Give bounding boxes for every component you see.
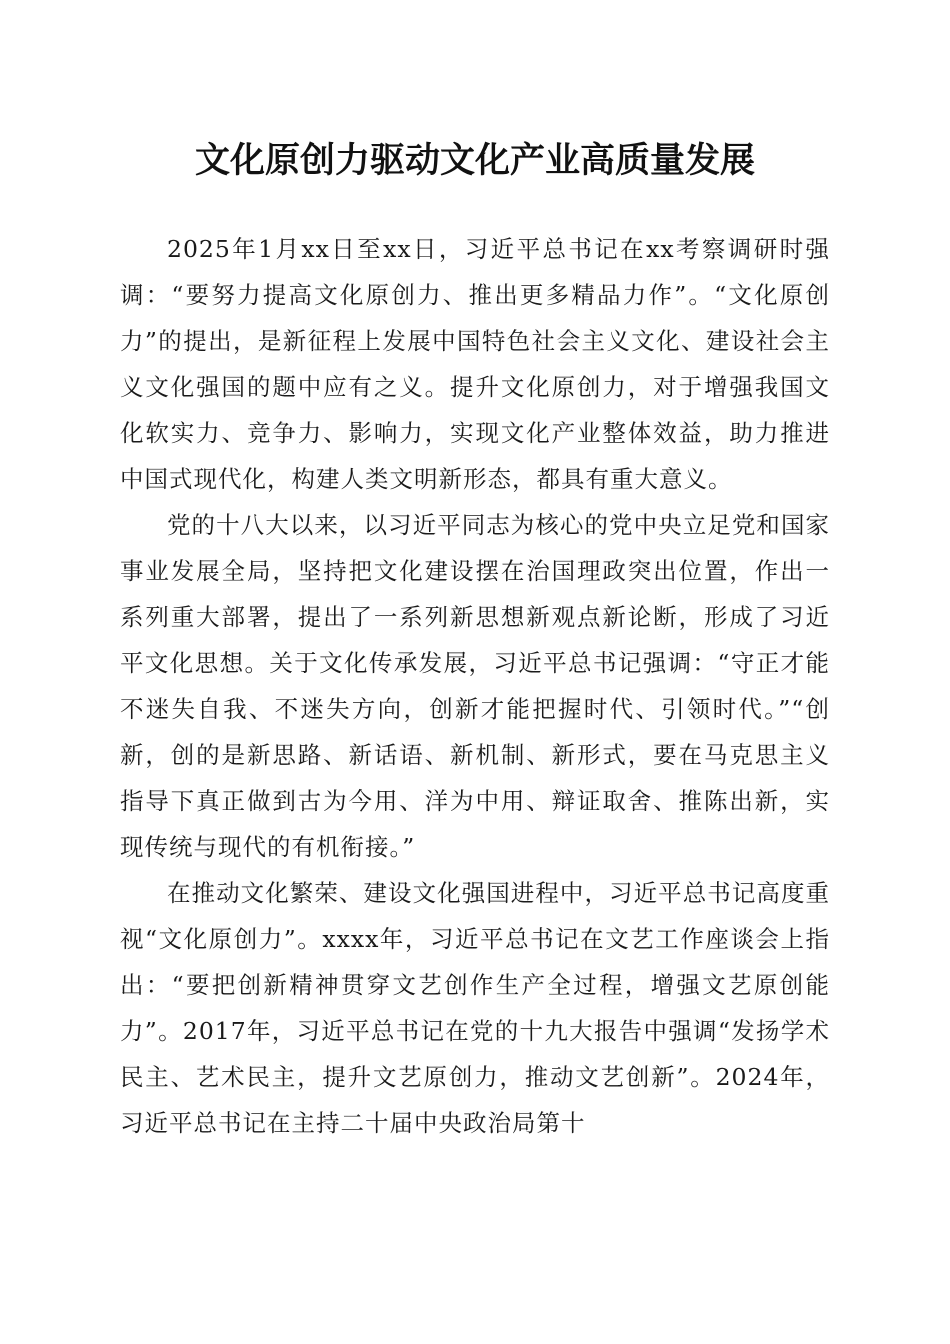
paragraph-3: 在推动文化繁荣、建设文化强国进程中，习近平总书记高度重视“文化原创力”。xxxx年，习近平总书记在文艺工作座谈会上指出：“要把创新精神贯穿文艺创作生产全过程，增强文艺原创能力”。2017年，习近平总书记在党的十九大报告中强调“发扬学术民主、艺术民主，提升文艺原创力，推动文艺创新”。2024年，习近平总书记在主持二十届中央政治局第十 (120, 879, 830, 1137)
paragraph-2: 党的十八大以来，以习近平同志为核心的党中央立足党和国家事业发展全局，坚持把文化建设摆在治国理政突出位置，作出一系列重大部署，提出了一系列新思想新观点新论断，形成了习近平文化思想。关于文化传承发展，习近平总书记强调：“守正才能不迷失自我、不迷失方向，创新才能把握时代、引领时代。”“创新，创的是新思路、新话语、新机制、新形式，要在马克思主义指导下真正做到古为今用、洋为中用、辩证取舍、推陈出新，实现传统与现代的有机衔接。” (120, 511, 830, 861)
document-body (120, 226, 830, 1146)
paragraph-1: 2025年1月xx日至xx日，习近平总书记在xx考察调研时强调：“要努力提高文化原创力、推出更多精品力作”。“文化原创力”的提出，是新征程上发展中国特色社会主义文化、建设社会主义文化强国的题中应有之义。提升文化原创力，对于增强我国文化软实力、竞争力、影响力，实现文化产业整体效益，助力推进中国式现代化，构建人类文明新形态，都具有重大意义。 (120, 235, 830, 493)
document-title: 文化原创力驱动文化产业高质量发展 (194, 140, 755, 181)
